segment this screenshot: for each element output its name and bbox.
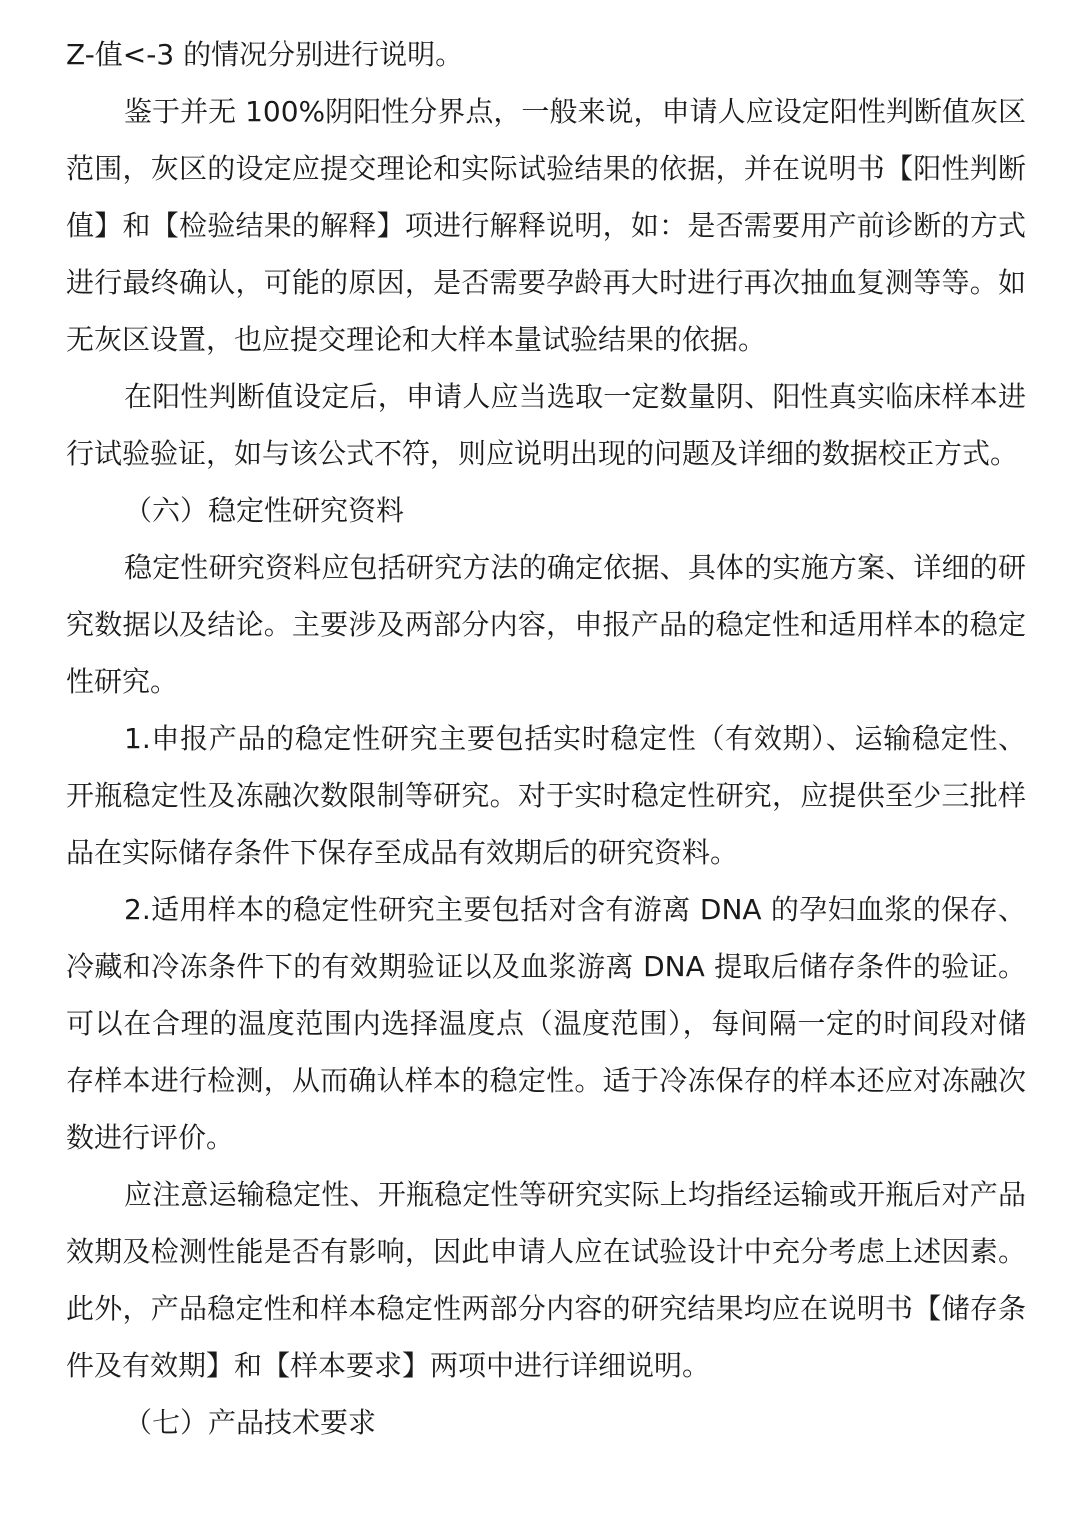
paragraph-sample-stability: 2.适用样本的稳定性研究主要包括对含有游离 DNA 的孕妇血浆的保存、冷藏和冷冻条件下的有效期验证以及血浆游离 DNA 提取后储存条件的验证。可以在合理的温度范围内选择温度点（温度范围），每间隔一定的时间段对储存样本进行检测，从而确认样本的稳定性。适于冷冻保存的样本还应对冻融次数进行评价。 bbox=[66, 893, 1026, 1154]
paragraph-product-stability: 1.申报产品的稳定性研究主要包括实时稳定性（有效期）、运输稳定性、开瓶稳定性及冻融次数限制等研究。对于实时稳定性研究，应提供至少三批样品在实际储存条件下保存至成品有效期后的研究资料。 bbox=[66, 722, 1026, 869]
section-heading-stability: （六）稳定性研究资料 bbox=[124, 494, 405, 527]
document-page bbox=[66, 0, 1026, 1526]
section-heading-technical-requirements: （七）产品技术要求 bbox=[124, 1406, 377, 1439]
paragraph-clinical-validation: 在阳性判断值设定后，申请人应当选取一定数量阴、阳性真实临床样本进行试验验证，如与该公式不符，则应说明出现的问题及详细的数据校正方式。 bbox=[66, 380, 1026, 470]
paragraph-stability-overview: 稳定性研究资料应包括研究方法的确定依据、具体的实施方案、详细的研究数据以及结论。主要涉及两部分内容，申报产品的稳定性和适用样本的稳定性研究。 bbox=[66, 551, 1026, 698]
paragraph-transport-stability-note: 应注意运输稳定性、开瓶稳定性等研究实际上均指经运输或开瓶后对产品效期及检测性能是否有影响，因此申请人应在试验设计中充分考虑上述因素。此外，产品稳定性和样本稳定性两部分内容的研究结果均应在说明书【储存条件及有效期】和【样本要求】两项中进行详细说明。 bbox=[66, 1178, 1026, 1382]
paragraph-z-value-continuation: Z-值<-3 的情况分别进行说明。 bbox=[66, 38, 464, 71]
paragraph-gray-zone: 鉴于并无 100%阴阳性分界点，一般来说，申请人应设定阳性判断值灰区范围，灰区的设定应提交理论和实际试验结果的依据，并在说明书【阳性判断值】和【检验结果的解释】项进行解释说明，如：是否需要用产前诊断的方式进行最终确认，可能的原因，是否需要孕龄再大时进行再次抽血复测等等。如无灰区设置，也应提交理论和大样本量试验结果的依据。 bbox=[66, 95, 1026, 356]
